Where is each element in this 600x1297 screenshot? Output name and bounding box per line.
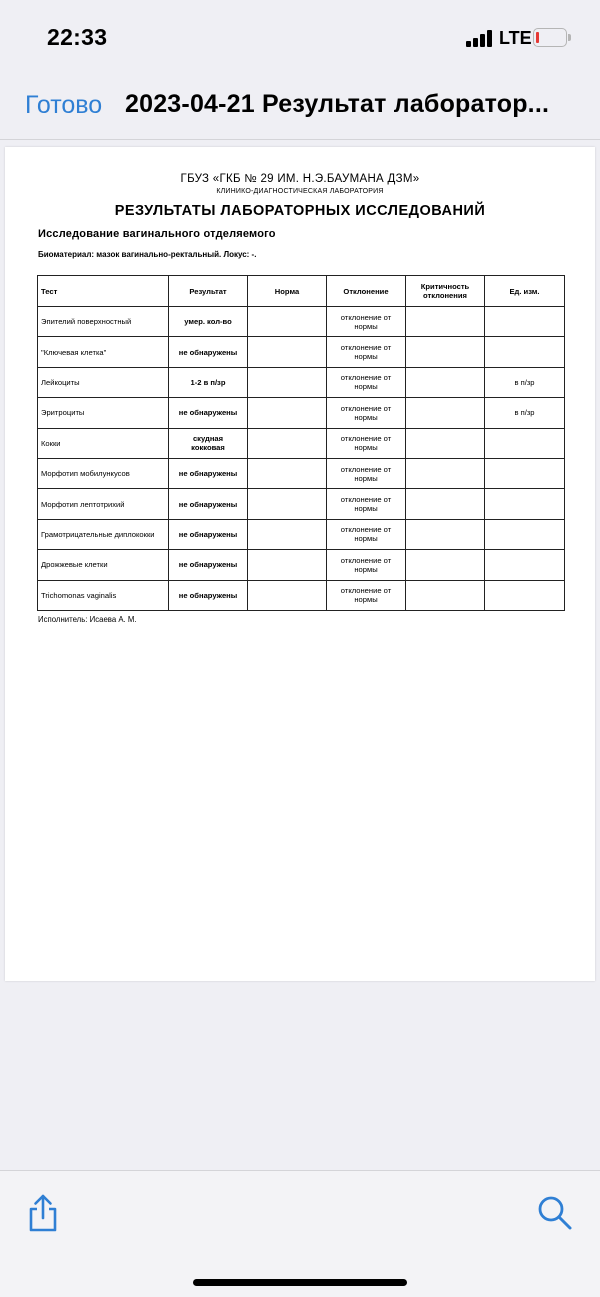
cell-unit [485, 458, 565, 488]
cell-norm [248, 489, 327, 519]
study-name: Исследование вагинального отделяемого [38, 228, 276, 240]
laboratory-name: КЛИНИКО-ДИАГНОСТИЧЕСКАЯ ЛАБОРАТОРИЯ [216, 188, 384, 195]
cell-test: Эритроциты [38, 398, 169, 428]
cellular-signal-icon [466, 30, 492, 47]
cell-deviation: отклонение от нормы [327, 398, 406, 428]
bottom-toolbar [0, 1170, 600, 1297]
cell-criticality [406, 519, 485, 549]
cell-result: не обнаружены [169, 398, 248, 428]
cell-result: умер. кол-во [169, 307, 248, 337]
cell-test: Морфотип мобилункусов [38, 458, 169, 488]
table-row [38, 550, 565, 580]
cell-norm [248, 398, 327, 428]
cell-test: Дрожжевые клетки [38, 550, 169, 580]
table-row [38, 428, 565, 458]
executor-name: Исполнитель: Исаева А. М. [38, 615, 137, 624]
cell-test: Trichomonas vaginalis [38, 580, 169, 610]
table-row [38, 519, 565, 549]
results-table [37, 275, 565, 611]
cell-unit [485, 550, 565, 580]
cell-result: не обнаружены [169, 550, 248, 580]
cell-test: Эпителий поверхностный [38, 307, 169, 337]
cell-test: Лейкоциты [38, 367, 169, 397]
cell-result: не обнаружены [169, 580, 248, 610]
cell-criticality [406, 458, 485, 488]
header-test: Тест [38, 276, 169, 307]
nav-bar [0, 76, 600, 140]
cell-criticality [406, 307, 485, 337]
table-row [38, 458, 565, 488]
table-row [38, 337, 565, 367]
home-indicator[interactable] [193, 1279, 407, 1286]
cell-norm [248, 428, 327, 458]
status-bar [0, 0, 600, 76]
cell-result: не обнаружены [169, 519, 248, 549]
cell-deviation: отклонение от нормы [327, 489, 406, 519]
cell-result: не обнаружены [169, 458, 248, 488]
cell-deviation: отклонение от нормы [327, 307, 406, 337]
cell-norm [248, 550, 327, 580]
cell-norm [248, 307, 327, 337]
cell-unit [485, 580, 565, 610]
table-header-row [38, 276, 565, 307]
cell-result: 1-2 в п/зр [169, 367, 248, 397]
cell-test: Кокки [38, 428, 169, 458]
cell-criticality [406, 580, 485, 610]
cell-deviation: отклонение от нормы [327, 580, 406, 610]
search-button[interactable] [537, 1195, 573, 1231]
cell-deviation: отклонение от нормы [327, 519, 406, 549]
cell-norm [248, 458, 327, 488]
organization-name: ГБУЗ «ГКБ № 29 ИМ. Н.Э.БАУМАНА ДЗМ» [180, 173, 420, 185]
cell-norm [248, 580, 327, 610]
cell-result: не обнаружены [169, 337, 248, 367]
cell-result: скудная кокковая [169, 428, 248, 458]
cell-norm [248, 337, 327, 367]
document-title: 2023-04-21 Результат лаборатор... [125, 90, 550, 118]
cell-deviation: отклонение от нормы [327, 428, 406, 458]
cell-unit: в п/зр [485, 398, 565, 428]
cell-deviation: отклонение от нормы [327, 458, 406, 488]
header-norm: Норма [248, 276, 327, 307]
cell-unit [485, 337, 565, 367]
search-icon [537, 1195, 573, 1231]
table-row [38, 367, 565, 397]
cell-criticality [406, 367, 485, 397]
cell-criticality [406, 428, 485, 458]
cell-deviation: отклонение от нормы [327, 550, 406, 580]
share-icon [26, 1193, 60, 1233]
network-type: LTE [499, 28, 532, 48]
cell-criticality [406, 337, 485, 367]
report-heading: РЕЗУЛЬТАТЫ ЛАБОРАТОРНЫХ ИССЛЕДОВАНИЙ [114, 203, 486, 219]
cell-criticality [406, 398, 485, 428]
cell-result: не обнаружены [169, 489, 248, 519]
cell-test: "Ключевая клетка" [38, 337, 169, 367]
share-button[interactable] [26, 1193, 60, 1233]
cell-test: Морфотип лептотрихий [38, 489, 169, 519]
table-row [38, 580, 565, 610]
cell-criticality [406, 550, 485, 580]
header-result: Результат [169, 276, 248, 307]
cell-unit [485, 489, 565, 519]
biomaterial-info: Биоматериал: мазок вагинально-ректальный. Локус: -. [38, 250, 257, 259]
cell-norm [248, 519, 327, 549]
cell-unit [485, 428, 565, 458]
document-page[interactable] [5, 147, 595, 981]
header-unit: Ед. изм. [485, 276, 565, 307]
table-row [38, 489, 565, 519]
cell-criticality [406, 489, 485, 519]
cell-deviation: отклонение от нормы [327, 367, 406, 397]
table-row [38, 307, 565, 337]
cell-unit: в п/зр [485, 367, 565, 397]
cell-unit [485, 519, 565, 549]
battery-icon [533, 28, 567, 47]
header-criticality: Критичность отклонения [406, 276, 485, 307]
cell-norm [248, 367, 327, 397]
done-button[interactable]: Готово [25, 91, 103, 119]
cell-deviation: отклонение от нормы [327, 337, 406, 367]
header-deviation: Отклонение [327, 276, 406, 307]
table-row [38, 398, 565, 428]
status-time: 22:33 [47, 24, 108, 50]
cell-unit [485, 307, 565, 337]
cell-test: Грамотрицательные диплококки [38, 519, 169, 549]
